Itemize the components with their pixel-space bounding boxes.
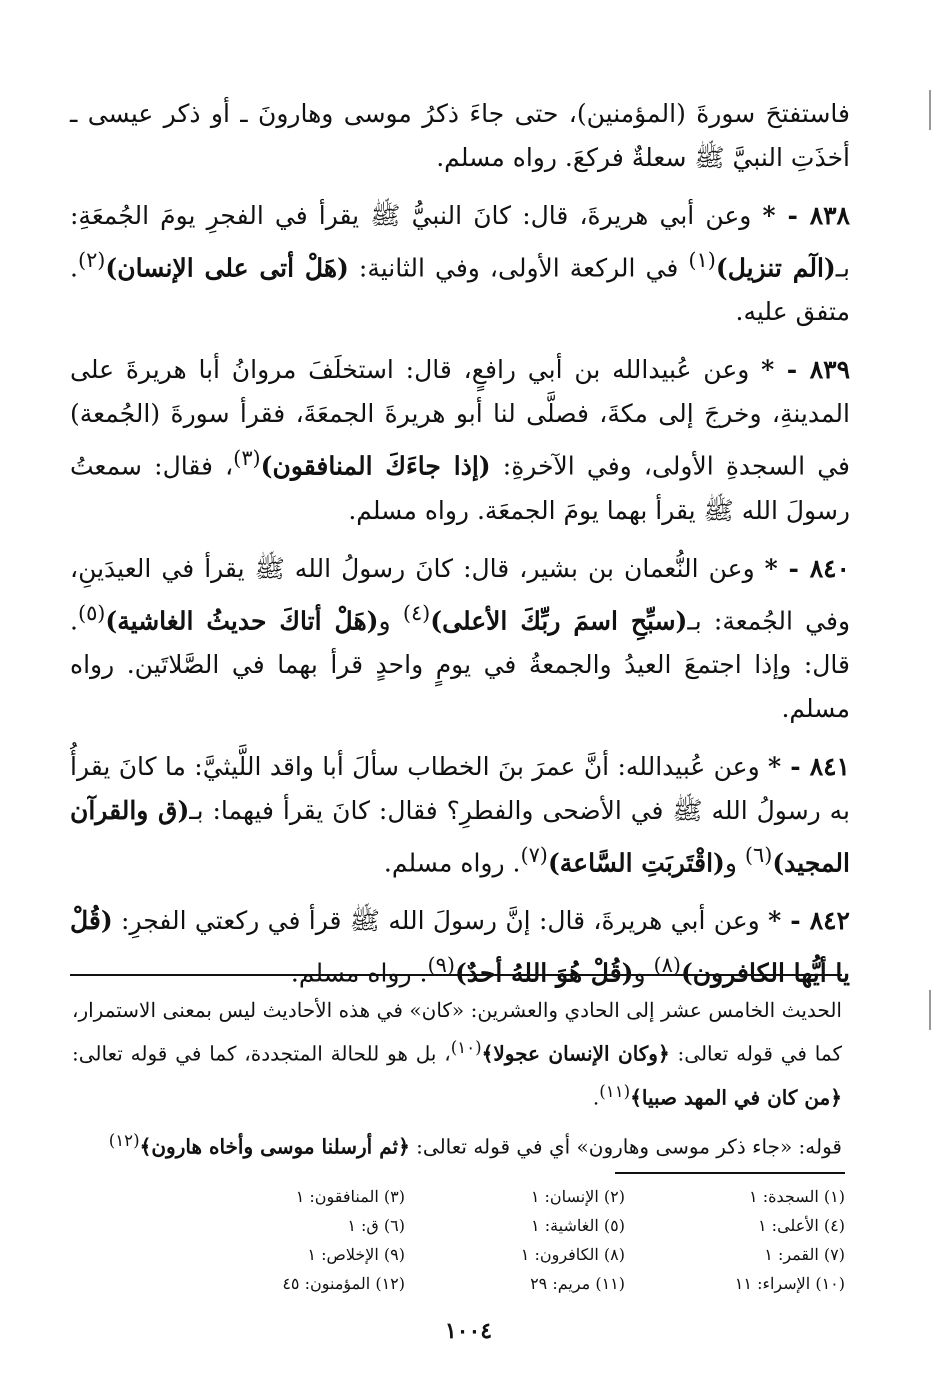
hadith-text: وعن أبي هريرةَ، قال: كانَ النبيُّ ﷺ يقرأ في الفجرِ يومَ الجُمعَةِ: بـ	[70, 201, 851, 283]
hadith-text: وعن عُبيدالله: أنَّ عمرَ بنَ الخطاب سألَ أبا واقد اللَّيثيَّ: ما كانَ يقرأُ به رسولُ الله ﷺ في الأضحى والفطرِ؟ فقال: كانَ يقرأ فيهما: بـ	[70, 751, 851, 825]
commentary-notes	[72, 992, 842, 1172]
quran-reference: (قُلْ يا أيُّها الكافرون)	[70, 906, 850, 988]
hadith-number: ٨٤٢ - *	[768, 906, 850, 936]
hadith-text: وعن أبي هريرةَ، قال: إنَّ رسولَ الله ﷺ قرأ في ركعتي الفجرِ:	[121, 906, 760, 936]
hadith-text: . قال: وإذا اجتمعَ العيدُ والجمعةُ في يومٍ واحدٍ قرأ بهما في الصَّلاتَين. رواه مسلم.	[70, 605, 850, 723]
hadith-839	[70, 348, 850, 532]
note-text: قوله: «جاء ذكر موسى وهارون» أي في قوله تعالى:	[416, 1134, 842, 1159]
main-text	[70, 92, 850, 1010]
hadith-text: و	[378, 605, 391, 635]
hadith-842	[70, 899, 850, 995]
footnote-marker: (١٠)	[450, 1038, 482, 1057]
footnote-marker: (٦)	[744, 842, 773, 867]
scan-edge-mark	[929, 90, 931, 130]
hadith-number: ٨٤٠ - *	[764, 553, 850, 583]
hadith-text: . رواه مسلم.	[383, 848, 521, 878]
footnote-marker: (١)	[688, 248, 716, 272]
footnote-item: (١٢) المؤمنون: ٤٥	[282, 1274, 405, 1293]
footnotes-list	[225, 1182, 845, 1298]
note-text: الحديث الخامس عشر إلى الحادي والعشرين: «كان» في هذه الأحاديث ليس بمعنى الاستمرار، كما في قوله تعالى:	[72, 998, 842, 1066]
hadith-text: وعن عُبيدالله بن أبي رافعٍ، قال: استخلَفَ مروانُ أبا هريرةَ على المدينةِ، وخرجَ إلى مكةَ، فصلَّى لنا أبو هريرةَ الجمعَةَ، فقرأ سورةَ (الجُمعة) في السجدةِ الأولى، وفي الآخرةِ:	[70, 355, 850, 481]
footnote-marker: (١٢)	[108, 1131, 140, 1151]
hadith-text: وعن النُّعمان بن بشير، قال: كانَ رسولُ الله ﷺ يقرأ في العيدَينِ، وفي الجُمعة: بـ	[70, 553, 851, 635]
quran-reference: (هَلْ أتى على الإنسان)	[105, 253, 349, 283]
footnote-item: (١٠) الإسراء: ١١	[734, 1274, 845, 1293]
hadith-text: . متفق عليه.	[70, 253, 850, 327]
quran-reference: (الٓم تنزيل)	[715, 253, 836, 283]
hadith-number: ٨٣٩ - *	[761, 355, 851, 385]
footnote-item: (١) السجدة: ١	[749, 1187, 845, 1206]
quran-reference: (هَلْ أتاكَ حديثُ الغاشية)	[105, 605, 379, 635]
hadith-number: ٨٤١ - *	[768, 751, 850, 781]
footnote-item: (٢) الإنسان: ١	[530, 1187, 625, 1206]
footnote-marker: (٩)	[427, 953, 455, 978]
footnote-item: (١١) مريم: ٢٩	[530, 1274, 625, 1293]
hadith-text: ، فقال: سمعتُ رسولَ الله ﷺ يقرأ بهما يومَ الجمعَة. رواه مسلم.	[70, 451, 850, 525]
footnote-marker: (٢)	[77, 248, 106, 272]
quran-reference: (إذا جاءَكَ المنافقون)	[260, 451, 491, 481]
note-text: ، بل هو للحالة المتجددة، كما في قوله تعالى:	[72, 1041, 451, 1066]
hadith-text: . رواه مسلم.	[290, 958, 428, 988]
paragraph-text: فاستفتحَ سورةَ (المؤمنين)، حتى جاءَ ذكرُ موسى وهارونَ ـ أو ذكر عيسى ـ أخذَتِ النبيَّ ﷺ سعلةٌ فركعَ. رواه مسلم.	[70, 99, 850, 172]
footnote-item: (٨) الكافرون: ١	[520, 1245, 625, 1264]
quran-reference: (قُلْ هُوَ اللهُ أحدٌ)	[454, 958, 634, 988]
footnote-divider	[615, 1172, 845, 1174]
note-text: .	[592, 1085, 600, 1110]
quran-reference: ﴿من كان في المهد صبيا﴾	[630, 1085, 842, 1110]
quran-reference: (اقْتَربَتِ السَّاعة)	[547, 848, 725, 878]
notes-divider	[70, 974, 842, 976]
footnote-marker: (١١)	[599, 1081, 631, 1101]
quran-reference: ﴿وكان الإنسان عجولا﴾	[481, 1041, 670, 1066]
quran-reference: (ق والقرآن المجيد)	[70, 795, 850, 878]
hadith-number: ٨٣٨ - *	[762, 201, 850, 230]
footnote-marker: (٨)	[653, 953, 681, 978]
footnote-item: (٣) المنافقون: ١	[295, 1187, 405, 1206]
quran-reference: ﴿ثم أرسلنا موسى وأخاه هارون﴾	[139, 1134, 410, 1159]
hadith-838	[70, 194, 850, 334]
note-paragraph	[72, 992, 842, 1116]
footnote-item: (٦) ق: ١	[347, 1216, 405, 1235]
hadith-text: و	[633, 958, 646, 988]
paragraph-continuation	[70, 92, 850, 180]
hadith-text: في الركعة الأولى، وفي الثانية:	[358, 253, 679, 283]
footnote-item: (٧) القمر: ١	[764, 1245, 845, 1264]
footnote-marker: (٤)	[402, 600, 431, 625]
hadith-840	[70, 547, 850, 731]
footnote-item: (٤) الأعلى: ١	[758, 1216, 845, 1235]
note-paragraph	[72, 1122, 842, 1166]
quran-reference: (سبِّحِ اسمَ ربِّكَ الأعلى)	[430, 605, 688, 635]
footnote-item: (٩) الإخلاص: ١	[307, 1245, 405, 1264]
hadith-841	[70, 745, 850, 885]
footnote-marker: (٧)	[520, 842, 548, 867]
hadith-text: و	[724, 848, 737, 878]
scan-edge-mark	[929, 990, 931, 1030]
footnote-marker: (٥)	[77, 600, 106, 625]
footnote-item: (٥) الغاشية: ١	[531, 1216, 625, 1235]
footnote-marker: (٣)	[233, 446, 261, 471]
page-number: ١٠٠٤	[444, 1318, 493, 1344]
